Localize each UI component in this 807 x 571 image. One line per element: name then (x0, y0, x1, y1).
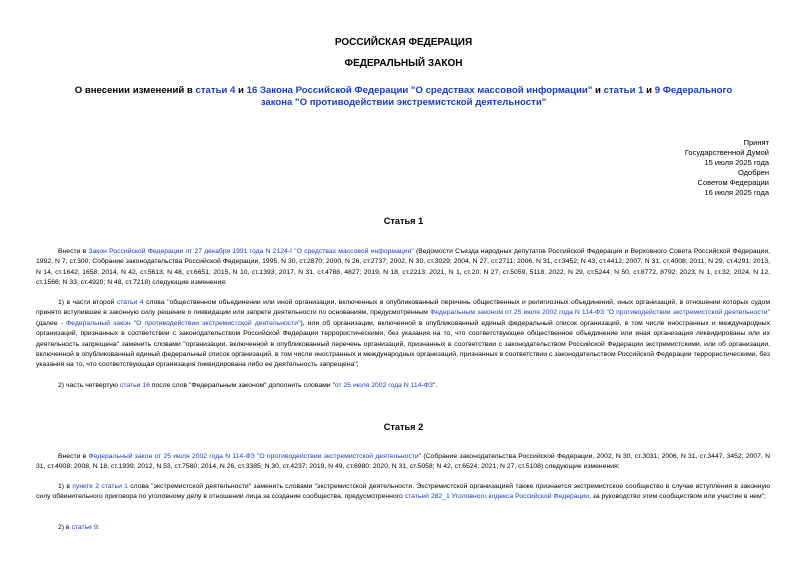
link-law-114-date[interactable]: от 25 июля 2002 года N 114-ФЗ (334, 382, 434, 389)
title-link-article-4[interactable]: статьи 4 (195, 85, 236, 96)
approved-label: Одобрен (738, 168, 769, 177)
link-paragraph-2-article-1[interactable]: пункте 2 статьи 1 (72, 483, 128, 490)
article-1-item-2 (36, 381, 770, 391)
item-text: (далее - (36, 319, 67, 327)
link-article-16[interactable]: статьи 16 (119, 382, 150, 389)
title-link-mass-media-law[interactable]: 16 Закона Российской Федерации "О средствах массовой информации" (246, 85, 593, 96)
article-2-item-2 (36, 523, 770, 533)
link-criminal-code-282-1[interactable]: статьей 282_1 Уголовного кодекса Российской Федерации (404, 493, 590, 501)
law-title (70, 85, 737, 109)
intro-text: Внести в (58, 453, 89, 460)
item-text: , за руководство этим сообществом или участие в нем"; (589, 493, 766, 501)
adopted-label: Принят (743, 138, 769, 147)
approved-by: Советом Федерации (697, 178, 769, 187)
item-text: 1) в части второй (58, 299, 117, 306)
federation-heading: РОССИЙСКАЯ ФЕДЕРАЦИЯ (334, 37, 473, 48)
adopted-date: 15 июля 2025 года (704, 158, 769, 167)
article-1-intro (36, 247, 770, 289)
article-2-item-1 (36, 482, 770, 503)
intro-text: (Ведомости Съезда народных депутатов Российской Федерации и Верховного Совета Российской Федерации, 1992, N 7, ст.300; Собрание законодательства Российской Федерации, 1995, N 30, ст.2870; 2000, N 26, ст.2737; 2002, N 30, ст.3029; 2004, N 27, ст.2711; 2006, N 31, ст.3452; N 43, ст.4412; 2007, N 31, ст.4008; 2011, N 29, ст.4291; 2013, N 14, ст.1642, 1658; 2014, N 42, ст.5613; N 48, ст.6651; 2015, N 10, ст.1393; 2017, N 31, ст.4788, 4827; 2019, N 18, ст.2213; 2021, N 1, ст.20; N 27, ст.5059, 5118; 2022, N 29, ст.5244; N 50, ст.8772, 8792; 2023, N 1, ст.32; 2024, N 12, ст.1566; N 33, ст.4920; N 48, ст.7218) следующие изменения: (36, 248, 771, 287)
item-text: ), или об организации, включенной в опубликованный единый федеральный список организаций, в том числе иностранных и международных организаций, признанных в соответствии с законодательством Российской Федерации террористическими, без указания на то, что соответствующее общественное объединение или иная организация ликвидированы или их деятельность запрещена" заменить словами "организации, включенной в опубликованный перечень организаций, признанных в соответствии с законодательством Российской Федерации экстремистскими, или об организации, включенной в опубликованный единый федеральный список организаций, в том числе иностранных и международных организаций, признанных в соответствии с законодательством Российской Федерации террористическими, без указания на то, что соответствующая организация ликвидирована либо ее деятельность запрещена"; (36, 319, 770, 369)
title-link-extremism-law[interactable]: 9 Федерального закона "О противодействии экстремистской деятельности" (260, 85, 733, 108)
intro-text: Внести в (58, 248, 89, 255)
link-federal-law-114[interactable]: Федеральным законом от 25 июля 2002 года N 114-ФЗ "О противодействии экстремистской деятельности" (430, 309, 770, 317)
item-text: 2) часть четвертую (58, 382, 120, 389)
link-article-4[interactable]: статьи 4 (116, 299, 144, 306)
item-text: слова "общественном объединении или иной организации, включенных в опубликованный перечень общественных и религиозных объединений, иных организаций, в отношении которых судом принято вступившее в законную силу решение о ликвидации или запрете деятельности по основаниям, предусмотренным (36, 299, 771, 317)
intro-text: (Собрание законодательства Российской Федерации, 2002, N 30, ст.3031; 2006, N 31, ст.3447, 3452; 2007, N 31, ст.4008; 2008, N 18, ст.1939; 2012, N 53, ст.7580; 2014, N 26, ст.3385; N 30, ст.4237; 2019, N 49, ст.6980; 2020, N 31, ст.5058; N 42, ст.6524; 2021, N 27, ст.5108) следующие изменения: (36, 453, 770, 471)
title-text: О внесении изменений в (74, 85, 196, 96)
article-1-heading: Статья 1 (383, 216, 424, 226)
item-text: слова "экстремистской деятельности" заменить словами "экстремистской деятельности. Экстремистской организацией также признается экстремистское сообщество в случае вступления в законную силу обвинительного приговора по уголовному делу в отношении лица за создание сообщества, предусмотренного (36, 483, 770, 501)
article-2-heading: Статья 2 (383, 422, 424, 432)
item-text: ". (433, 382, 438, 389)
item-text: после слов "Федеральным законом" дополнить словами " (149, 382, 335, 389)
title-text: и (592, 85, 604, 96)
article-1-item-1 (36, 298, 770, 371)
item-text: : (97, 524, 100, 531)
item-text: 2) в (58, 524, 72, 531)
law-type-heading: ФЕДЕРАЛЬНЫЙ ЗАКОН (344, 58, 463, 69)
item-text: 1) в (58, 483, 73, 490)
title-text: и (643, 85, 655, 96)
link-extremism-law[interactable]: Федеральный закон "О противодействии экстремистской деятельности" (66, 319, 301, 327)
link-federal-law-114[interactable]: Федеральный закон от 25 июля 2002 года N 114-ФЗ "О противодействии экстремистской деятельности" (88, 453, 422, 460)
adopted-by: Государственной Думой (684, 148, 769, 157)
adoption-block (685, 138, 769, 198)
approved-date: 16 июля 2025 года (704, 188, 769, 197)
title-text: и (235, 85, 247, 96)
link-mass-media-law[interactable]: Закон Российской Федерации от 27 декабря 1991 года N 2124-I "О средствах массовой информации" (88, 248, 414, 255)
link-article-9[interactable]: статье 9 (71, 524, 98, 531)
article-2-intro (36, 452, 770, 473)
title-link-article-1[interactable]: статьи 1 (603, 85, 644, 96)
